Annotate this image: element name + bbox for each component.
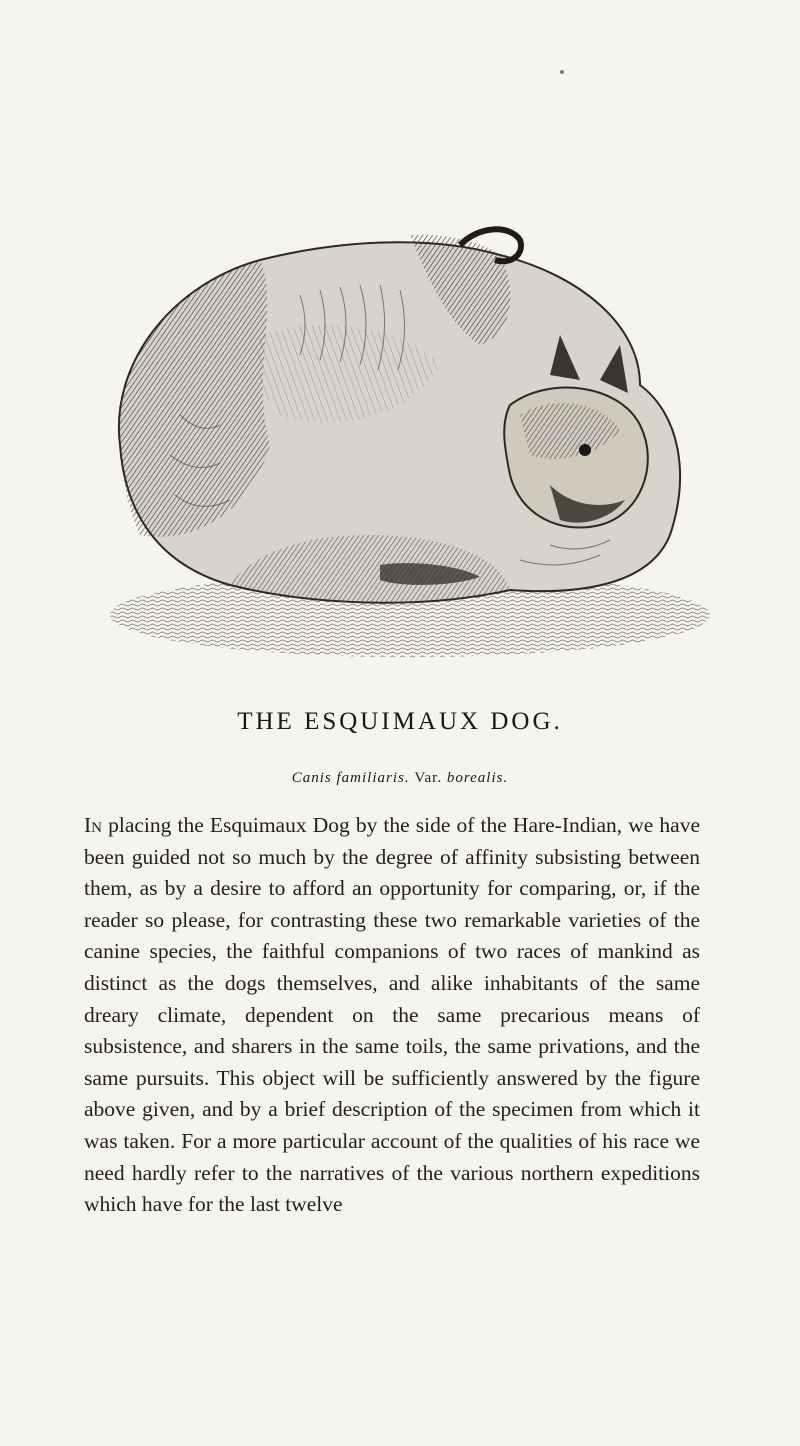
body-paragraph [84,810,700,1221]
dog-engraving-image [80,215,740,685]
ink-speck [560,70,564,74]
latin-name [0,770,800,787]
opening-word: In [84,813,102,837]
latin-variety: borealis. [446,770,509,786]
latin-genus: Canis familiaris. [291,770,410,786]
dog-engraving [80,215,740,685]
section-title: THE ESQUIMAUX DOG. [237,708,563,735]
var-label: Var. [414,770,443,786]
paragraph-text: placing the Esquimaux Dog by the side of the Hare-Indian, we have been guided not so much by the degree of affinity subsisting between them, as by a desire to afford an opportunity for comparing, or, if the reader so please, for contrasting these two remarkable varieties of the canine species, the faithful companions of two races of mankind as distinct as the dogs themselves, and alike inhabitants of the same dreary climate, dependent on the same precarious means of subsistence, and sharers in the same toils, the same privations, and the same pursuits. This object will be sufficiently answered by the figure above given, and by a brief description of the specimen from which it was taken. For a more particular account of the qualities of his race we need hardly refer to the narratives of the various northern expeditions which have for the last twelve [84,813,701,1217]
